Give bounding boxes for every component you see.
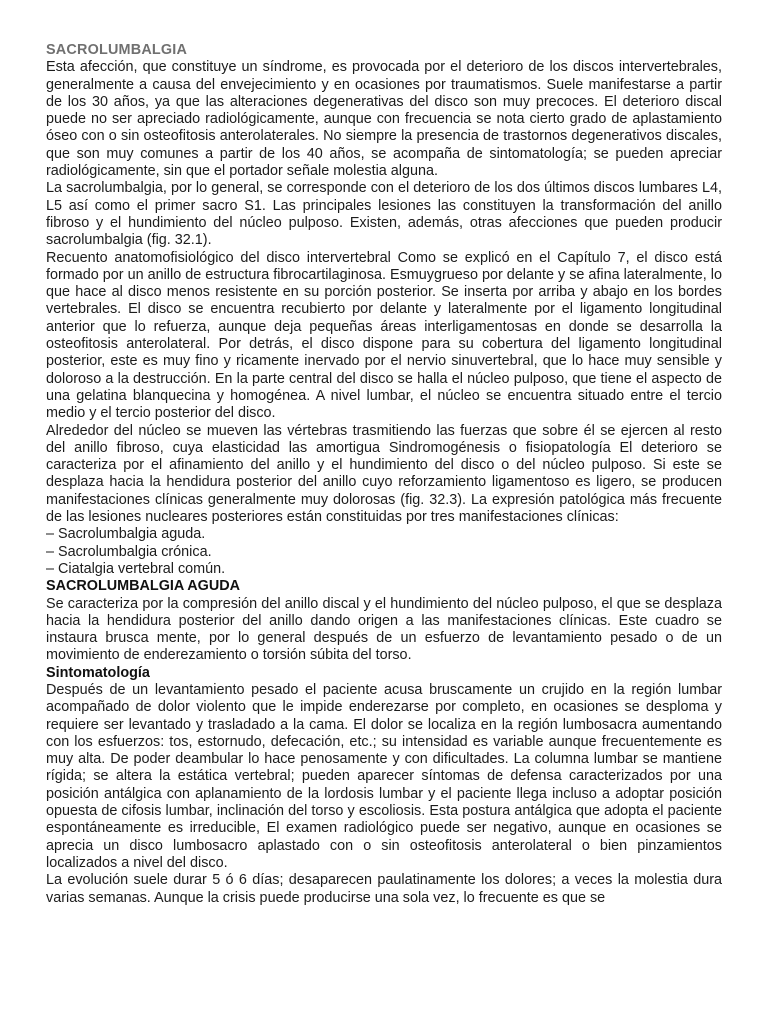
paragraph-discs-l4-l5: La sacrolumbalgia, por lo general, se corresponde con el deterioro de los dos últimos discos lumbares L4, L5 así como el primer sacro S1. Las principales lesiones las constituyen la transformación del anillo fibroso y el hundimiento del núcleo pulposo. Existen, además, otras afecciones que pueden producir sacrolumbalgia (fig. 32.1). xyxy=(46,180,722,249)
manifestations-list xyxy=(46,526,722,578)
list-item: – Sacrolumbalgia crónica. xyxy=(46,543,212,560)
list-item: – Ciatalgia vertebral común. xyxy=(46,560,226,577)
document-title: SACROLUMBALGIA xyxy=(46,42,188,58)
subsection-heading: Sintomatología xyxy=(46,664,150,681)
paragraph-intro-effect: Esta afección, que constituye un síndrome, es provocada por el deterioro de los discos intervertebrales, generalmente a causa del envejecimiento y en ocasiones por traumatismos. Suele manifestarse a partir de los 30 años, ya que las alteraciones degenerativas del disco son muy precoces. El deterioro discal puede no ser apreciado radiológicamente, aunque con frecuencia se nota cierto grado de aplastamiento óseo con o sin osteofitosis anterolaterales. No siempre la presencia de trastornos degenerativos discales, que son muy comunes a partir de los 40 años, se acompaña de sintomatología; se pueden apreciar radiológicamente, sin que el portador señale molestia alguna. xyxy=(46,59,722,180)
paragraph-anatomy: Recuento anatomofisiológico del disco intervertebral Como se explicó en el Capítulo 7, el disco está formado por un anillo de estructura fibrocartilaginosa. Esmuygrueso por delante y se afina lateralmente, lo que hace al disco menos resistente en su porción posterior. Se inserta por arriba y abajo en los bordes vertebrales. El disco se encuentra recubierto por delante y lateralmente por el ligamento longitudinal anterior que lo refuerza, aunque deja pequeñas áreas interligamentosas en donde se desarrolla la osteofitosis anterolateral. Por detrás, el disco dispone para su cobertura del ligamento longitudinal posterior, este es muy fino y ricamente inervado por el nervio sinuvertebral, que lo hace muy sensible y doloroso a la destrucción. En la parte central del disco se halla el núcleo pulposo, que tiene el aspecto de una gelatina blanquecina y homogénea. A nivel lumbar, el núcleo se encuentra situado entre el tercio medio y el tercio posterior del disco. xyxy=(46,249,722,422)
evolution-paragraph: La evolución suele durar 5 ó 6 días; desaparecen paulatinamente los dolores; a veces la molestia dura varias semanas. Aunque la crisis puede producirse una sola vez, lo frecuente es que se xyxy=(46,872,722,906)
section-paragraph: Se caracteriza por la compresión del anillo discal y el hundimiento del núcleo pulposo, el que se desplaza hacia la hendidura posterior del anillo dando origen a las manifestaciones clínicas. Este cuadro se instaura brusca mente, por lo general después de un esfuerzo de levantamiento pesado o de un movimiento de enderezamiento o torsión súbita del torso. xyxy=(46,595,722,664)
symptoms-paragraph: Después de un levantamiento pesado el paciente acusa bruscamente un crujido en la región lumbar acompañado de dolor violento que le impide enderezarse por completo, en ocasiones se desploma y requiere ser levantado y trasladado a la cama. El dolor se localiza en la región lumbosacra aumentando con los esfuerzos: tos, estornudo, defecación, etc.; su intensidad es variable aunque frecuentemente es muy alta. De poder deambular lo hace penosamente y con dificultades. La columna lumbar se mantiene rígida; se altera la estática vertebral; pueden aparecer síntomas de defensa caracterizados por una posición antálgica con aplanamiento de la lordosis lumbar y el paciente llega incluso a adoptar posición opuesta de cifosis lumbar, inclinación del torso y escoliosis. Esta postura antálgica que adopta el paciente espontáneamente es irreducible, El examen radiológico puede ser negativo, aunque en ocasiones se aprecia un disco lumbosacro aplastado con o sin osteofitosis anterolateral o bien pinzamientos localizados a nivel del disco. xyxy=(46,681,722,871)
list-item: – Sacrolumbalgia aguda. xyxy=(46,526,206,543)
paragraph-physiopathology: Alrededor del núcleo se mueven las vértebras trasmitiendo las fuerzas que sobre él se ejercen al resto del anillo fibroso, cuya elasticidad las amortigua Sindromogénesis o fisiopatología El deterioro se caracteriza por el afinamiento del anillo y el hundimiento del disco o del núcleo pulposo. Si este se desplaza hacia la hendidura posterior del anillo cuyo reforzamiento ligamentoso es ligero, se producen manifestaciones clínicas generalmente muy dolorosas (fig. 32.3). La expresión patológica más frecuente de las lesiones nucleares posteriores están constituidas por tres manifestaciones clínicas: xyxy=(46,422,722,526)
section-heading: SACROLUMBALGIA AGUDA xyxy=(46,578,240,595)
